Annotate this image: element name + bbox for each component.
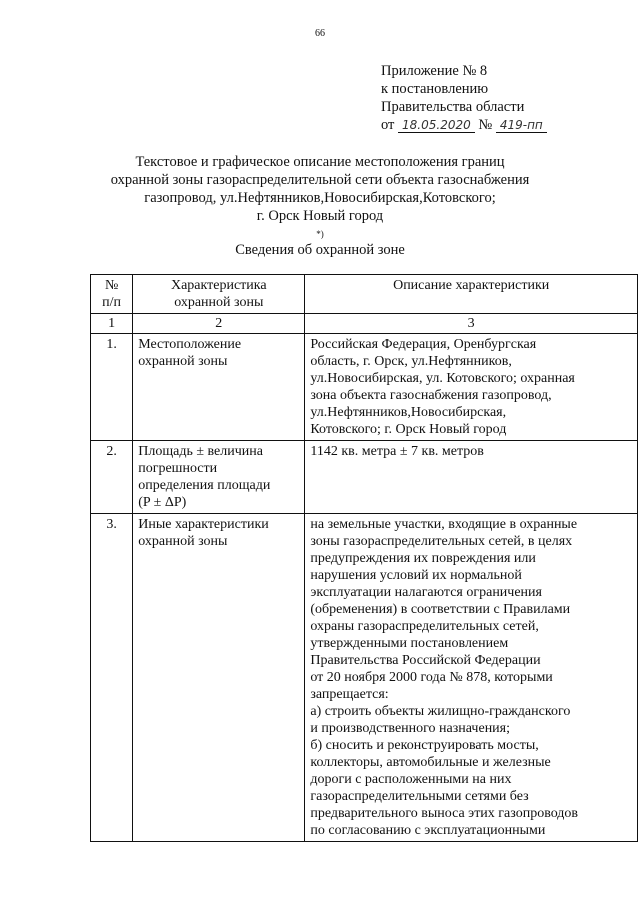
row-number: 1.: [91, 334, 133, 441]
description-line: утвержденными постановлением: [310, 636, 509, 651]
appendix-block: [381, 62, 547, 134]
characteristic-line: Местоположение: [138, 337, 242, 352]
title-line-3: газопровод, ул.Нефтянников,Новосибирская,Котовского;: [144, 190, 496, 206]
description-line: область, г. Орск, ул.Нефтянников,: [310, 354, 512, 369]
row-number: 3.: [91, 514, 133, 842]
header-characteristic-line1: Характеристика: [170, 278, 267, 293]
characteristic-line: Иные характеристики: [138, 517, 269, 532]
appendix-title: Приложение № 8: [381, 63, 488, 79]
table-header-row: [91, 275, 638, 314]
characteristic-line: Площадь ± величина: [138, 444, 263, 459]
description-line: дороги с расположенными на них: [310, 772, 512, 787]
row-description: [305, 441, 638, 514]
characteristic-line: определения площади: [138, 478, 271, 493]
appendix-authority: Правительства области: [381, 99, 525, 115]
row-characteristic: [133, 334, 305, 441]
description-line: нарушения условий их нормальной: [310, 568, 522, 583]
description-line: на земельные участки, входящие в охранные: [310, 517, 578, 532]
table-row: [91, 334, 638, 441]
characteristic-line: охранной зоны: [138, 534, 228, 549]
section-subtitle: Сведения об охранной зоне: [235, 242, 405, 258]
description-line: по согласованию с эксплуатационными: [310, 823, 546, 838]
description-line: Котовского; г. Орск Новый город: [310, 422, 507, 437]
header-description-text: Описание характеристики: [393, 278, 550, 293]
description-line: ул.Нефтянников,Новосибирская,: [310, 405, 507, 420]
description-line: зона объекта газоснабжения газопровод,: [310, 388, 552, 403]
header-number: [91, 275, 133, 314]
description-line: зоны газораспределительных сетей, в целях: [310, 534, 573, 549]
appendix-date-line: [381, 116, 547, 134]
handwritten-number: 419-пп: [496, 118, 547, 133]
index-cell: 3: [305, 314, 638, 334]
row-characteristic: [133, 441, 305, 514]
description-line: предварительного выноса этих газопроводов: [310, 806, 579, 821]
table-index-row: [91, 314, 638, 334]
characteristic-line: (P ± ΔP): [138, 495, 187, 510]
row-description: [305, 334, 638, 441]
description-line: (обременения) в соответствии с Правилами: [310, 602, 571, 617]
description-line: коллекторы, автомобильные и железные: [310, 755, 551, 770]
description-line: Российская Федерация, Оренбургская: [310, 337, 537, 352]
index-cell: 1: [91, 314, 133, 334]
description-line: запрещается:: [310, 687, 389, 702]
description-line: и производственного назначения;: [310, 721, 511, 736]
header-characteristic-line2: охранной зоны: [174, 295, 264, 310]
description-line: Правительства Российской Федерации: [310, 653, 541, 668]
title-location: г. Орск Новый город: [256, 208, 384, 224]
header-characteristic: [133, 275, 305, 314]
header-description: [305, 275, 638, 314]
description-line: эксплуатации налагаются ограничения: [310, 585, 542, 600]
title-line-1: Текстовое и графическое описание местоположения границ: [135, 154, 505, 170]
description-line: ул.Новосибирская, ул. Котовского; охранная: [310, 371, 575, 386]
footnote-mark: *): [316, 229, 324, 239]
index-cell: 2: [133, 314, 305, 334]
description-line: охраны газораспределительных сетей,: [310, 619, 539, 634]
date-prefix: от: [381, 117, 395, 133]
appendix-decree-ref: к постановлению: [381, 81, 489, 97]
description-line: предупреждения их повреждения или: [310, 551, 536, 566]
number-sign: №: [478, 117, 493, 133]
table-row: [91, 441, 638, 514]
title-line-2: охранной зоны газораспределительной сети объекта газоснабжения: [110, 172, 530, 188]
description-line: от 20 ноября 2000 года № 878, которыми: [310, 670, 553, 685]
characteristic-line: погрешности: [138, 461, 218, 476]
row-description: [305, 514, 638, 842]
description-line: газораспределительными сетями без: [310, 789, 529, 804]
header-number-line2: п/п: [102, 295, 122, 310]
row-characteristic: [133, 514, 305, 842]
table-row: [91, 514, 638, 842]
description-line: а) строить объекты жилищно-гражданского: [310, 704, 571, 719]
description-line: б) сносить и реконструировать мосты,: [310, 738, 539, 753]
description-line: 1142 кв. метра ± 7 кв. метров: [310, 444, 484, 459]
document-title: [80, 153, 560, 248]
page-number: 66: [315, 28, 325, 39]
characteristic-line: охранной зоны: [138, 354, 228, 369]
row-number: 2.: [91, 441, 133, 514]
header-number-line1: №: [104, 278, 119, 293]
protection-zone-table: [90, 274, 638, 842]
handwritten-date: 18.05.2020: [398, 118, 475, 133]
